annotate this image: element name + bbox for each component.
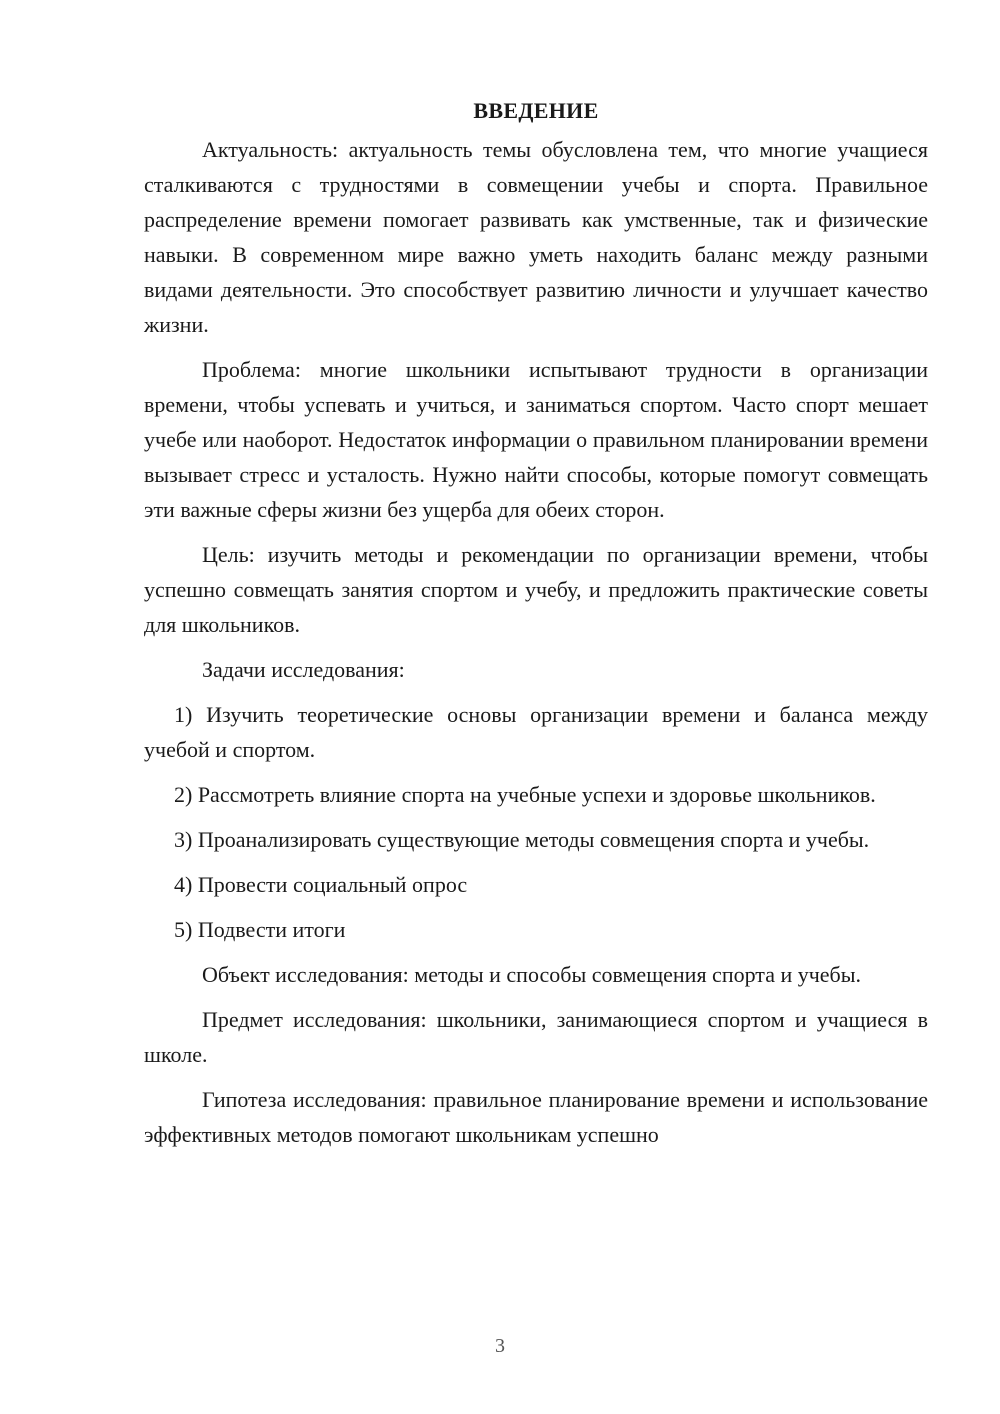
paragraph-problem: Проблема: многие школьники испытывают трудности в организации времени, чтобы успевать и учиться, и заниматься спортом. Часто спорт мешает учебе или наоборот. Недостаток информации о правильном планировании времени вызывает стресс и усталость. Нужно найти способы, которые помогут совмещать эти важные сферы жизни без ущерба для обеих сторон. xyxy=(144,357,928,522)
task-item: 5) Подвести итоги xyxy=(174,917,346,942)
paragraph-object: Объект исследования: методы и способы совмещения спорта и учебы. xyxy=(202,962,862,987)
paragraph-hypothesis: Гипотеза исследования: правильное планирование времени и использование эффективных методов помогают школьникам успешно xyxy=(144,1087,928,1147)
tasks-list xyxy=(144,697,928,947)
task-item: 4) Провести социальный опрос xyxy=(174,872,468,897)
page-number: 3 xyxy=(495,1335,505,1357)
tasks-heading: Задачи исследования: xyxy=(202,657,405,682)
task-item: 3) Проанализировать существующие методы совмещения спорта и учебы. xyxy=(174,827,870,852)
document-page xyxy=(144,96,928,1306)
paragraph-subject: Предмет исследования: школьники, занимающиеся спортом и учащиеся в школе. xyxy=(144,1007,928,1067)
page-title: ВВЕДЕНИЕ xyxy=(473,98,599,123)
paragraph-goal: Цель: изучить методы и рекомендации по организации времени, чтобы успешно совмещать занятия спортом и учебу, и предложить практические советы для школьников. xyxy=(144,542,928,637)
task-item: 2) Рассмотреть влияние спорта на учебные успехи и здоровье школьников. xyxy=(174,782,876,807)
paragraph-relevance: Актуальность: актуальность темы обусловлена тем, что многие учащиеся сталкиваются с трудностями в совмещении учебы и спорта. Правильное распределение времени помогает развивать как умственные, так и физические навыки. В современном мире важно уметь находить баланс между разными видами деятельности. Это способствует развитию личности и улучшает качество жизни. xyxy=(144,137,928,337)
task-item: 1) Изучить теоретические основы организации времени и баланса между учебой и спортом. xyxy=(144,702,928,762)
